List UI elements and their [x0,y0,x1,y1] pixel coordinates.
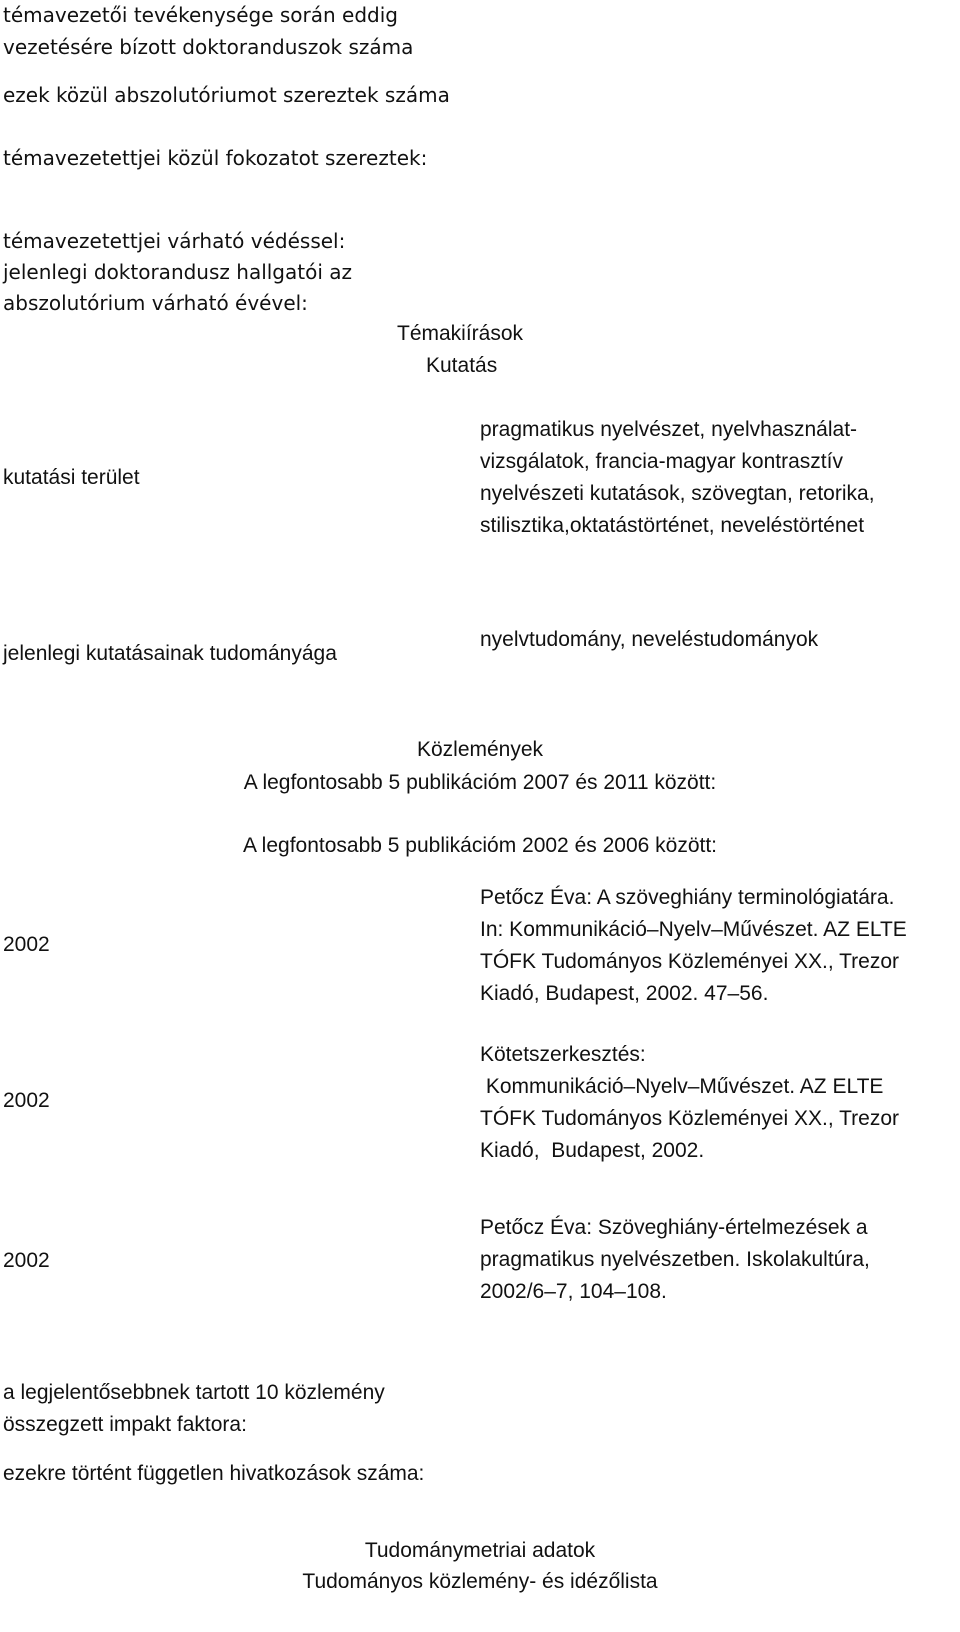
expected-defense-label-line2: jelenlegi doktorandusz hallgatói az [3,260,353,284]
research-area-line: stilisztika,oktatástörténet, neveléstörténet [480,514,865,537]
research-area-line: vizsgálatok, francia-magyar kontrasztív [480,450,843,473]
citations-label: ezekre történt független hivatkozások száma: [3,1462,425,1485]
publication-entry [480,1039,899,1167]
publication-line: TÓFK Tudományos Közleményei XX., Trezor [480,950,899,973]
research-field-value: nyelvtudomány, neveléstudományok [480,628,819,651]
publication-line: Kiadó, Budapest, 2002. [480,1139,705,1162]
topics-heading: Témakiírások [397,322,524,345]
publication-year: 2002 [3,1089,50,1112]
research-area-line: nyelvészeti kutatások, szövegtan, retorika, [480,482,875,505]
publication-line: Kiadó, Budapest, 2002. 47–56. [480,982,769,1005]
publication-list-heading: Tudományos közlemény- és idézőlista [302,1570,658,1593]
impact-factor-label-line2: összegzett impakt faktora: [3,1413,247,1436]
impact-factor-label-line1: a legjelentősebbnek tartott 10 közlemény [3,1381,385,1404]
research-area-label: kutatási terület [3,466,140,489]
supervision-label-line2: vezetésére bízott doktoranduszok száma [3,35,414,59]
publication-year: 2002 [3,1249,50,1272]
publication-line: In: Kommunikáció–Nyelv–Művészet. AZ ELTE [480,918,907,941]
research-area-line: pragmatikus nyelvészet, nyelvhasználat- [480,418,858,441]
degree-label: témavezetettjei közül fokozatot szereztek: [3,146,428,170]
expected-defense-label-line3: abszolutórium várható évével: [3,291,308,315]
publication-year: 2002 [3,933,50,956]
scientometrics-heading: Tudománymetriai adatok [364,1539,596,1562]
research-area-value [480,414,875,542]
expected-defense-label-line1: témavezetettjei várható védéssel: [3,229,346,253]
publication-entry [480,882,907,1010]
supervision-label-line1: témavezetői tevékenysége során eddig [3,3,398,27]
top5-2002-2006-heading: A legfontosabb 5 publikációm 2002 és 2006 között: [243,834,717,857]
publication-line: Kommunikáció–Nyelv–Művészet. AZ ELTE [480,1075,884,1098]
publication-line: Petőcz Éva: Szöveghiány-értelmezések a [480,1216,868,1239]
publication-line: TÓFK Tudományos Közleményei XX., Trezor [480,1107,899,1130]
publication-line: pragmatikus nyelvészetben. Iskolakultúra, [480,1248,870,1271]
publication-line: Kötetszerkesztés: [480,1043,646,1066]
research-subheading: Kutatás [426,354,498,377]
absolutorium-label: ezek közül abszolutóriumot szereztek száma [3,83,450,107]
publications-heading: Közlemények [416,738,544,761]
publication-line: Petőcz Éva: A szöveghiány terminológiatára. [480,886,895,909]
research-field-label: jelenlegi kutatásainak tudományága [3,642,337,665]
publication-entry [480,1212,870,1308]
publication-line: 2002/6–7, 104–108. [480,1280,667,1303]
top5-2007-2011-heading: A legfontosabb 5 publikációm 2007 és 2011 között: [243,771,717,794]
